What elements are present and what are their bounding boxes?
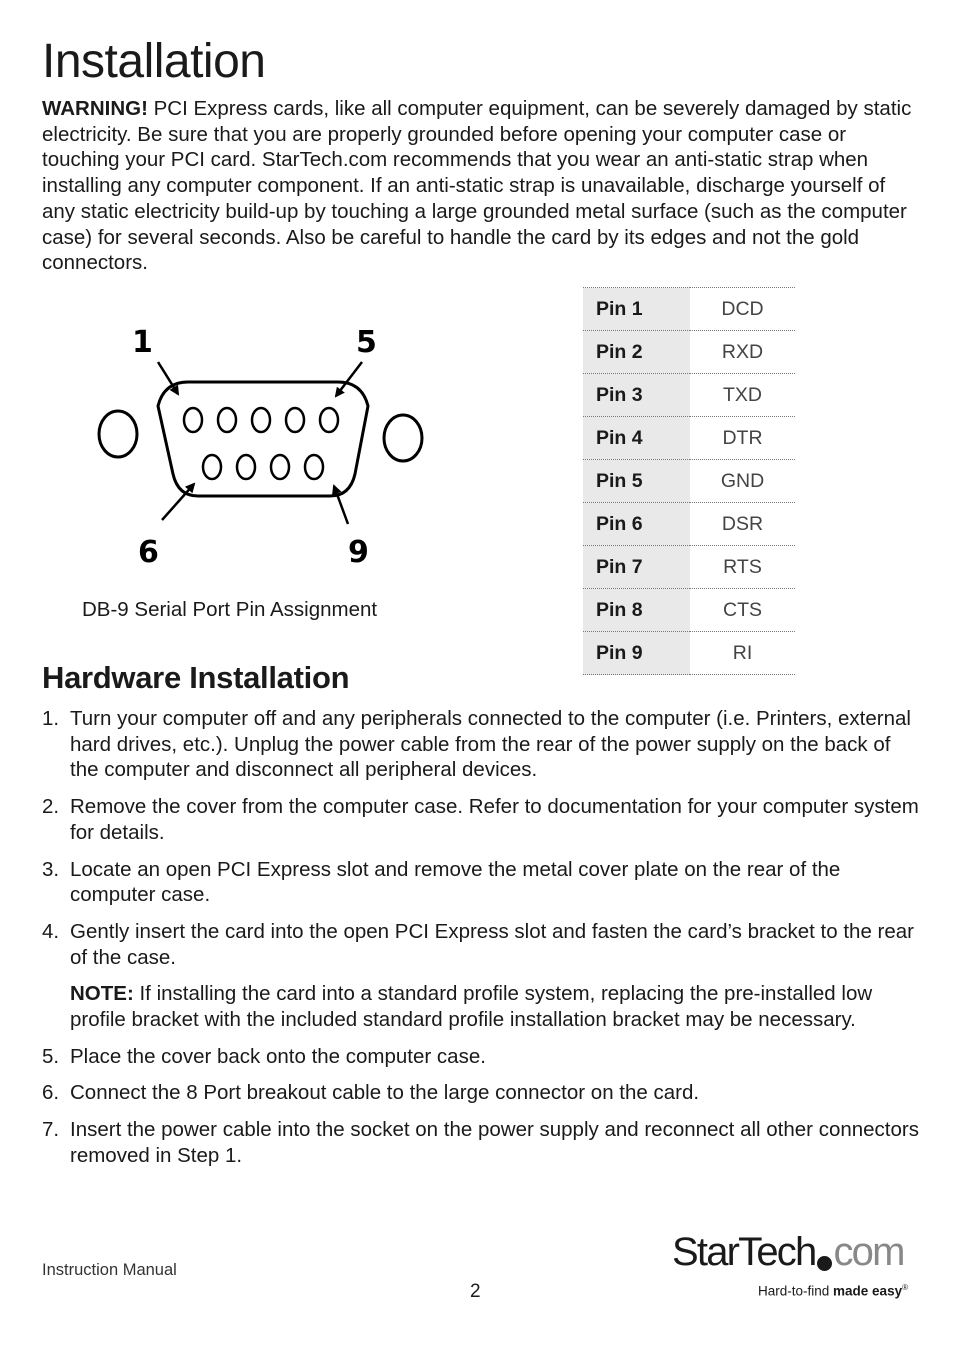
- warning-paragraph: [42, 96, 912, 276]
- pin-hole-6: [203, 455, 221, 479]
- list-item: [42, 794, 922, 845]
- arrow-pin-6: [162, 484, 194, 520]
- step-text: Remove the cover from the computer case. Refer to documentation for your computer system for details.: [70, 795, 919, 844]
- arrow-pin-5: [336, 362, 362, 396]
- step-number: 3.: [42, 857, 60, 881]
- diagram-label-1: 1: [132, 325, 153, 360]
- table-row: [583, 503, 795, 546]
- logo-wordmark: [672, 1228, 904, 1276]
- hardware-installation-heading: Hardware Installation: [42, 660, 350, 695]
- table-row: [583, 546, 795, 589]
- pin-hole-8: [271, 455, 289, 479]
- step-number: 6.: [42, 1081, 60, 1105]
- diagram-label-9: 9: [348, 535, 369, 570]
- pin-assignment-table: [583, 287, 795, 675]
- list-item: [42, 706, 922, 783]
- table-row: [583, 331, 795, 374]
- signal-cell: GND: [690, 460, 795, 503]
- table-row: [583, 374, 795, 417]
- table-row: [583, 460, 795, 503]
- list-item: [42, 1044, 922, 1070]
- pin-cell: Pin 9: [583, 632, 690, 675]
- note-text: If installing the card into a standard profile system, replacing the pre-installed low profile bracket with the included standard profile installation bracket may be necessary.: [70, 982, 873, 1032]
- startech-logo: [672, 1228, 912, 1308]
- page-title: Installation: [42, 35, 266, 88]
- connector-shell: [158, 382, 368, 496]
- table-row: [583, 417, 795, 460]
- list-item: [42, 1080, 922, 1106]
- step-number: 4.: [42, 919, 60, 943]
- registered-mark: ®: [902, 1283, 908, 1292]
- diagram-caption: DB-9 Serial Port Pin Assignment: [82, 598, 378, 621]
- pin-hole-4: [286, 408, 304, 432]
- step-text: Turn your computer off and any peripherals connected to the computer (i.e. Printers, external hard drives, etc.). Unplug the power cable from the rear of the power supply on the back of the computer and disconnect all peripheral devices.: [70, 707, 911, 782]
- pin-cell: Pin 3: [583, 374, 690, 417]
- signal-cell: RTS: [690, 546, 795, 589]
- installation-steps: [42, 706, 922, 1180]
- mounting-hole-right: [384, 415, 422, 461]
- warning-label: WARNING!: [42, 97, 148, 120]
- step-text: Insert the power cable into the socket on the power supply and reconnect all other connectors removed in Step 1.: [70, 1118, 919, 1167]
- signal-cell: DTR: [690, 417, 795, 460]
- pin-cell: Pin 1: [583, 288, 690, 331]
- step-text: Locate an open PCI Express slot and remove the metal cover plate on the rear of the computer case.: [70, 857, 841, 907]
- list-item: [42, 857, 922, 908]
- pin-cell: Pin 7: [583, 546, 690, 589]
- tagline-bold: made easy: [833, 1283, 903, 1299]
- step-number: 1.: [42, 707, 60, 730]
- diagram-label-6: 6: [138, 535, 159, 570]
- pin-hole-7: [237, 455, 255, 479]
- signal-cell: DCD: [690, 288, 795, 331]
- warning-text: PCI Express cards, like all computer equipment, can be severely damaged by static electricity. Be sure that you are properly grounded before opening your computer case or touching your PCI card. StarTech.com recommends that you wear an anti-static strap when installing any computer component. If an anti-static strap is unavailable, discharge yourself of any static electricity build-up by touching a large grounded metal surface (such as the computer case) for several seconds. Also be careful to handle the card by its edges and not the gold connectors.: [42, 97, 912, 275]
- step-text: Place the cover back onto the computer case.: [70, 1044, 486, 1068]
- pin-hole-3: [252, 408, 270, 432]
- table-row: [583, 589, 795, 632]
- pin-hole-1: [184, 408, 202, 432]
- footer-manual-label: Instruction Manual: [42, 1261, 177, 1279]
- step-text: Connect the 8 Port breakout cable to the large connector on the card.: [70, 1081, 700, 1105]
- signal-cell: CTS: [690, 589, 795, 632]
- logo-com-text: com: [833, 1230, 904, 1274]
- pin-cell: Pin 2: [583, 331, 690, 374]
- db9-pin-diagram: [80, 310, 460, 580]
- step-text: Gently insert the card into the open PCI Express slot and fasten the card’s bracket to the rear of the case.: [70, 919, 914, 969]
- logo-dot-icon: [817, 1256, 832, 1271]
- signal-cell: RXD: [690, 331, 795, 374]
- mounting-hole-left: [99, 411, 137, 457]
- signal-cell: RI: [690, 632, 795, 675]
- logo-tagline: [758, 1283, 908, 1299]
- pin-cell: Pin 6: [583, 503, 690, 546]
- pin-hole-5: [320, 408, 338, 432]
- tagline-plain: Hard-to-find: [758, 1283, 834, 1299]
- step-number: 2.: [42, 795, 60, 819]
- list-item: [42, 919, 922, 1033]
- table-row: [583, 632, 795, 675]
- diagram-label-5: 5: [356, 325, 377, 360]
- table-row: [583, 288, 795, 331]
- step-note: [70, 981, 922, 1032]
- pin-cell: Pin 4: [583, 417, 690, 460]
- note-label: NOTE:: [70, 982, 134, 1006]
- pin-hole-2: [218, 408, 236, 432]
- signal-cell: TXD: [690, 374, 795, 417]
- logo-startech-text: StarTech: [672, 1230, 816, 1274]
- list-item: [42, 1117, 922, 1168]
- step-number: 7.: [42, 1118, 60, 1142]
- signal-cell: DSR: [690, 503, 795, 546]
- step-number: 5.: [42, 1044, 60, 1068]
- pin-hole-9: [305, 455, 323, 479]
- pin-cell: Pin 5: [583, 460, 690, 503]
- pin-cell: Pin 8: [583, 589, 690, 632]
- page-number: 2: [470, 1281, 481, 1302]
